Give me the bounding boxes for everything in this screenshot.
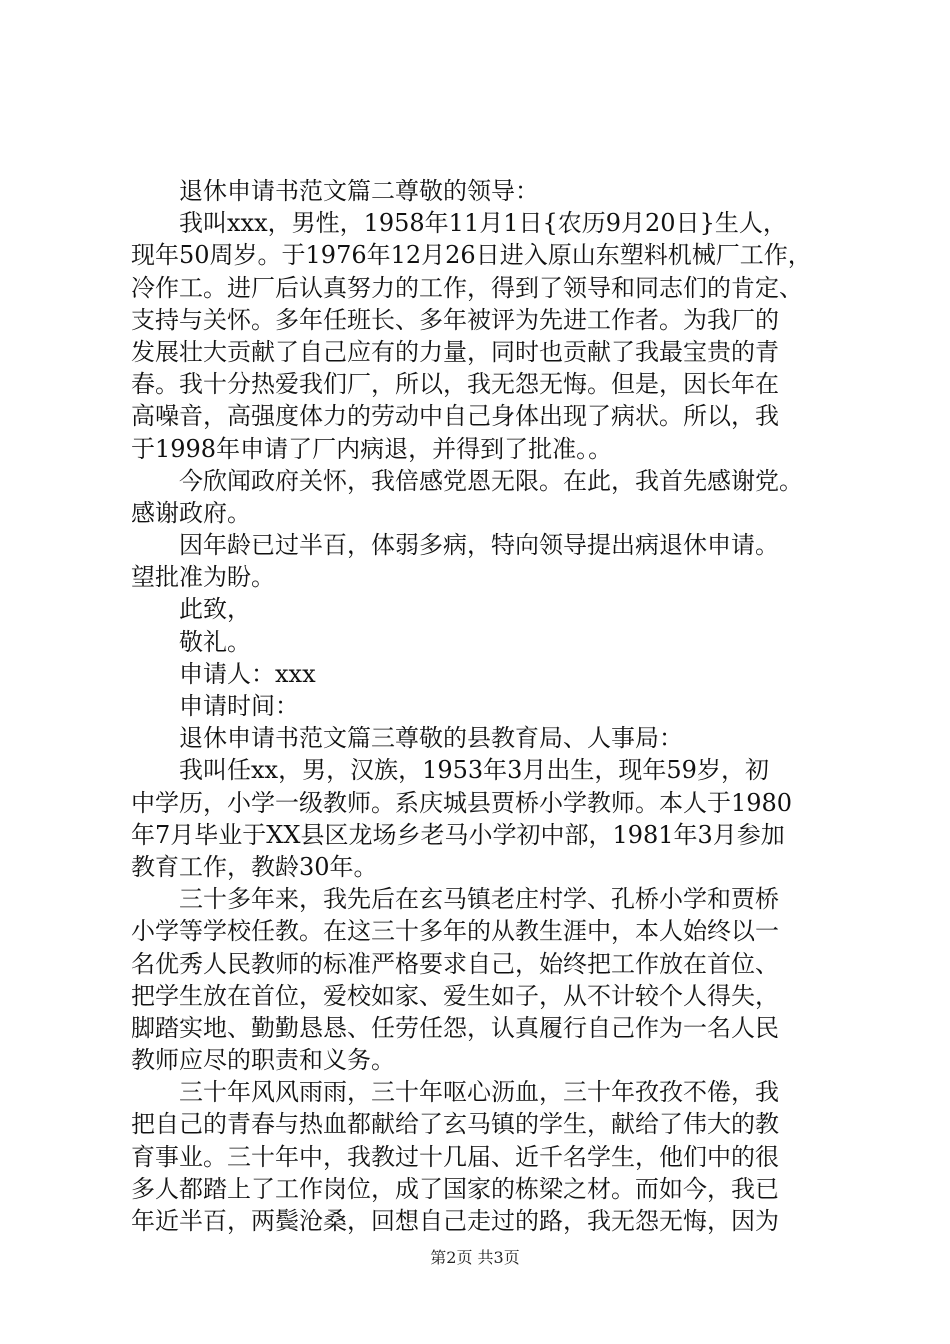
text-line: 敬礼。 (179, 627, 251, 656)
text-line: 教师应尽的职责和义务。 (131, 1046, 395, 1075)
text-line: 于1998年申请了厂内病退，并得到了批准。。 (131, 434, 613, 463)
text-line: 望批准为盼。 (131, 563, 275, 592)
text-line: 现年50周岁。于1976年12月26日进入原山东塑料机械厂工作， (131, 241, 812, 270)
text-line: 此致， (179, 595, 251, 624)
text-line: 多人都踏上了工作岗位，成了国家的栋梁之材。而如今，我已 (131, 1174, 779, 1203)
text-line: 申请时间： (179, 692, 299, 720)
text-line: 中学历，小学一级教师。系庆城县贾桥小学教师。本人于1980 (131, 788, 793, 817)
text-line: 小学等学校任教。在这三十多年的从教生涯中，本人始终以一 (131, 917, 779, 946)
text-line: 退休申请书范文篇三尊敬的县教育局、人事局： (179, 724, 683, 753)
text-line: 今欣闻政府关怀，我倍感党恩无限。在此，我首先感谢党。 (179, 466, 803, 495)
text-line: 退休申请书范文篇二尊敬的领导： (179, 177, 539, 205)
text-line: 教育工作，教龄30年。 (131, 852, 378, 881)
page-footer: 第2页 共3页 (430, 1248, 520, 1267)
text-line: 支持与关怀。多年任班长、多年被评为先进工作者。为我厂的 (131, 305, 779, 334)
text-line: 把自己的青春与热血都献给了玄马镇的学生，献给了伟大的教 (131, 1110, 779, 1139)
text-line: 感谢政府。 (131, 498, 251, 527)
text-line: 我叫xxx，男性，1958年11月1日{农历9月20日}生人， (179, 209, 787, 238)
text-line: 高噪音，高强度体力的劳动中自己身体出现了病状。所以，我 (131, 402, 779, 431)
text-line: 三十年风风雨雨，三十年呕心沥血，三十年孜孜不倦，我 (179, 1078, 779, 1107)
text-line: 三十多年来，我先后在玄马镇老庄村学、孔桥小学和贾桥 (179, 885, 779, 914)
document-body (131, 175, 831, 1237)
text-line: 育事业。三十年中，我教过十几届、近千名学生，他们中的很 (131, 1142, 779, 1171)
text-line: 把学生放在首位，爱校如家、爱生如子，从不计较个人得失， (131, 981, 779, 1010)
text-line: 年近半百，两鬓沧桑，回想自己走过的路，我无怨无悔，因为 (131, 1207, 779, 1235)
text-line: 春。我十分热爱我们厂，所以，我无怨无悔。但是，因长年在 (131, 370, 779, 399)
text-line: 发展壮大贡献了自己应有的力量，同时也贡献了我最宝贵的青 (131, 337, 779, 366)
text-line: 名优秀人民教师的标准严格要求自己，始终把工作放在首位、 (131, 949, 779, 978)
text-line: 冷作工。进厂后认真努力的工作，得到了领导和同志们的肯定、 (131, 273, 803, 302)
text-line: 因年龄已过半百，体弱多病，特向领导提出病退休申请。 (179, 531, 779, 560)
text-line: 年7月毕业于XX县区龙场乡老马小学初中部，1981年3月参加 (131, 820, 785, 849)
text-line: 申请人：xxx (179, 659, 316, 688)
text-line: 脚踏实地、勤勤恳恳、任劳任怨，认真履行自己作为一名人民 (131, 1013, 779, 1042)
text-line: 我叫任xx，男，汉族，1953年3月出生，现年59岁，初 (179, 756, 769, 785)
